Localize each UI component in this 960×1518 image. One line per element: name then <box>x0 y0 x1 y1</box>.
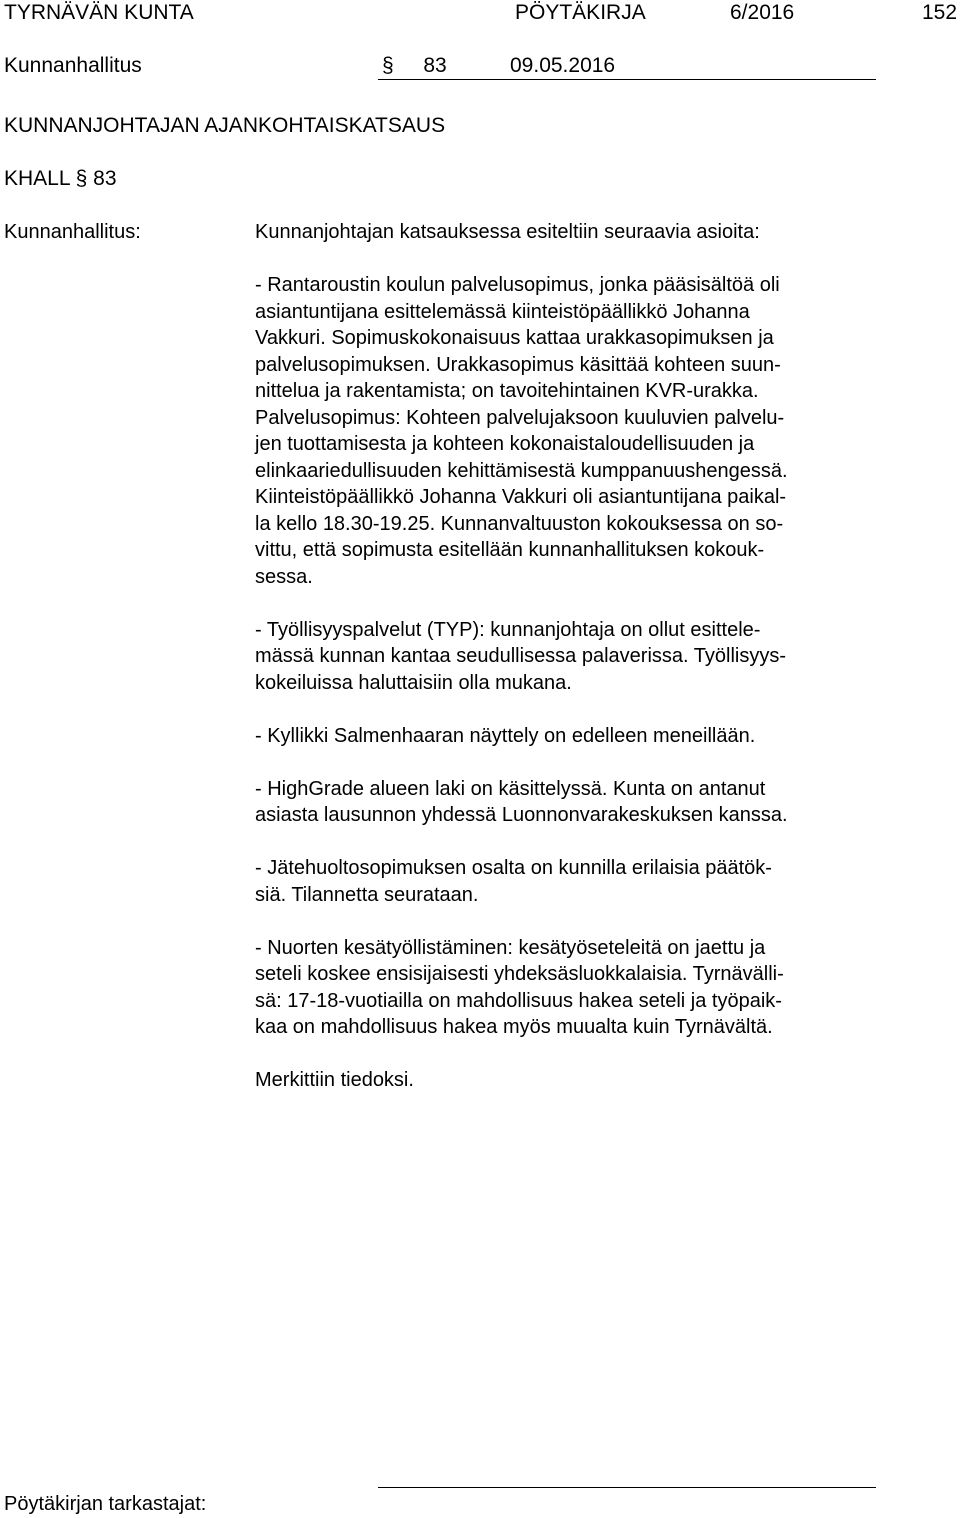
paragraph-line: seteli koskee ensisijaisesti yhdeksäsluokkalaisia. Tyrnävälli- <box>255 963 784 985</box>
paragraph-line: vittu, että sopimusta esitellään kunnanhallituksen kokouk- <box>255 539 765 561</box>
section-ref-number: 83 <box>93 167 117 190</box>
paragraph-line: - Jätehuoltosopimuksen osalta on kunnilla erilaisia päätök- <box>255 857 772 879</box>
municipality-name: TYRNÄVÄN KUNTA <box>4 1 194 24</box>
document-number: 6/2016 <box>730 1 795 24</box>
paragraph-line: elinkaariedullisuuden kehittämisestä kumppanuushengessä. <box>255 459 788 482</box>
paragraph-line: Merkittiin tiedoksi. <box>255 1069 414 1091</box>
main-content <box>255 219 895 1094</box>
paragraph-intro <box>255 219 895 246</box>
body-label: Kunnanhallitus: <box>4 221 141 243</box>
paragraph-line: asiantuntijana esittelemässä kiinteistöpäällikkö Johanna <box>255 300 750 323</box>
document-type: PÖYTÄKIRJA <box>515 1 646 24</box>
paragraph-rantarousti <box>255 272 895 590</box>
paragraph-line: jen tuottamisesta ja kohteen kokonaistaloudellisuuden ja <box>255 433 755 455</box>
paragraph-line: - Rantaroustin koulun palvelusopimus, jonka pääsisältöä oli <box>255 274 780 296</box>
paragraph-line: nittelua ja rakentamista; on tavoitehintainen KVR-urakka. <box>255 380 759 402</box>
paragraph-typ <box>255 617 895 697</box>
paragraph-line: la kello 18.30-19.25. Kunnanvaltuuston kokouksessa on so- <box>255 512 784 535</box>
meeting-date: 09.05.2016 <box>510 54 616 77</box>
page-number: 152 <box>922 1 958 24</box>
paragraph-line: - Nuorten kesätyöllistäminen: kesätyöseteleitä on jaettu ja <box>255 936 766 959</box>
footer-reviewers-label: Pöytäkirjan tarkastajat: <box>4 1493 207 1515</box>
meeting-body: Kunnanhallitus <box>4 54 142 77</box>
header-rule <box>378 79 876 80</box>
page-title: KUNNANJOHTAJAN AJANKOHTAISKATSAUS <box>4 114 446 137</box>
section-ref-prefix: KHALL <box>4 167 70 190</box>
paragraph-highgrade <box>255 776 895 829</box>
section-ref-sign: § <box>75 167 88 190</box>
paragraph-line: mässä kunnan kantaa seudullisessa palaverissa. Työllisyys- <box>255 645 787 667</box>
paragraph-line: sessa. <box>255 565 313 588</box>
section-number-value: 83 <box>423 54 447 77</box>
paragraph-line: siä. Tilannetta seurataan. <box>255 883 479 906</box>
paragraph-line: Vakkuri. Sopimuskokonaisuus kattaa urakkasopimuksen ja <box>255 327 774 349</box>
paragraph-youth <box>255 935 895 1041</box>
paragraph-line: - HighGrade alueen laki on käsittelyssä. Kunta on antanut <box>255 777 766 800</box>
paragraph-line: - Kyllikki Salmenhaaran näyttely on edelleen meneillään. <box>255 724 756 747</box>
section-number <box>382 53 447 79</box>
paragraph-line: palvelusopimuksen. Urakkasopimus käsittää kohteen suun- <box>255 353 781 376</box>
paragraph-line: Kiinteistöpäällikkö Johanna Vakkuri oli asiantuntijana paikal- <box>255 486 787 508</box>
paragraph-line: Kunnanjohtajan katsauksessa esiteltiin seuraavia asioita: <box>255 221 760 243</box>
paragraph-exhibition <box>255 723 895 750</box>
section-reference <box>4 166 117 192</box>
paragraph-line: sä: 17-18-vuotiailla on mahdollisuus hakea seteli ja työpaik- <box>255 989 782 1012</box>
paragraph-waste <box>255 855 895 908</box>
paragraph-line: kokeiluissa haluttaisiin olla mukana. <box>255 671 572 694</box>
paragraph-line: kaa on mahdollisuus hakea myös muualta kuin Tyrnävältä. <box>255 1016 773 1038</box>
paragraph-conclusion <box>255 1067 895 1094</box>
paragraph-line: asiasta lausunnon yhdessä Luonnonvarakeskuksen kanssa. <box>255 804 788 826</box>
paragraph-line: - Työllisyyspalvelut (TYP): kunnanjohtaja on ollut esittele- <box>255 618 761 641</box>
section-sign: § <box>382 54 394 77</box>
paragraph-line: Palvelusopimus: Kohteen palvelujaksoon kuuluvien palvelu- <box>255 406 785 429</box>
footer-rule <box>378 1487 876 1488</box>
